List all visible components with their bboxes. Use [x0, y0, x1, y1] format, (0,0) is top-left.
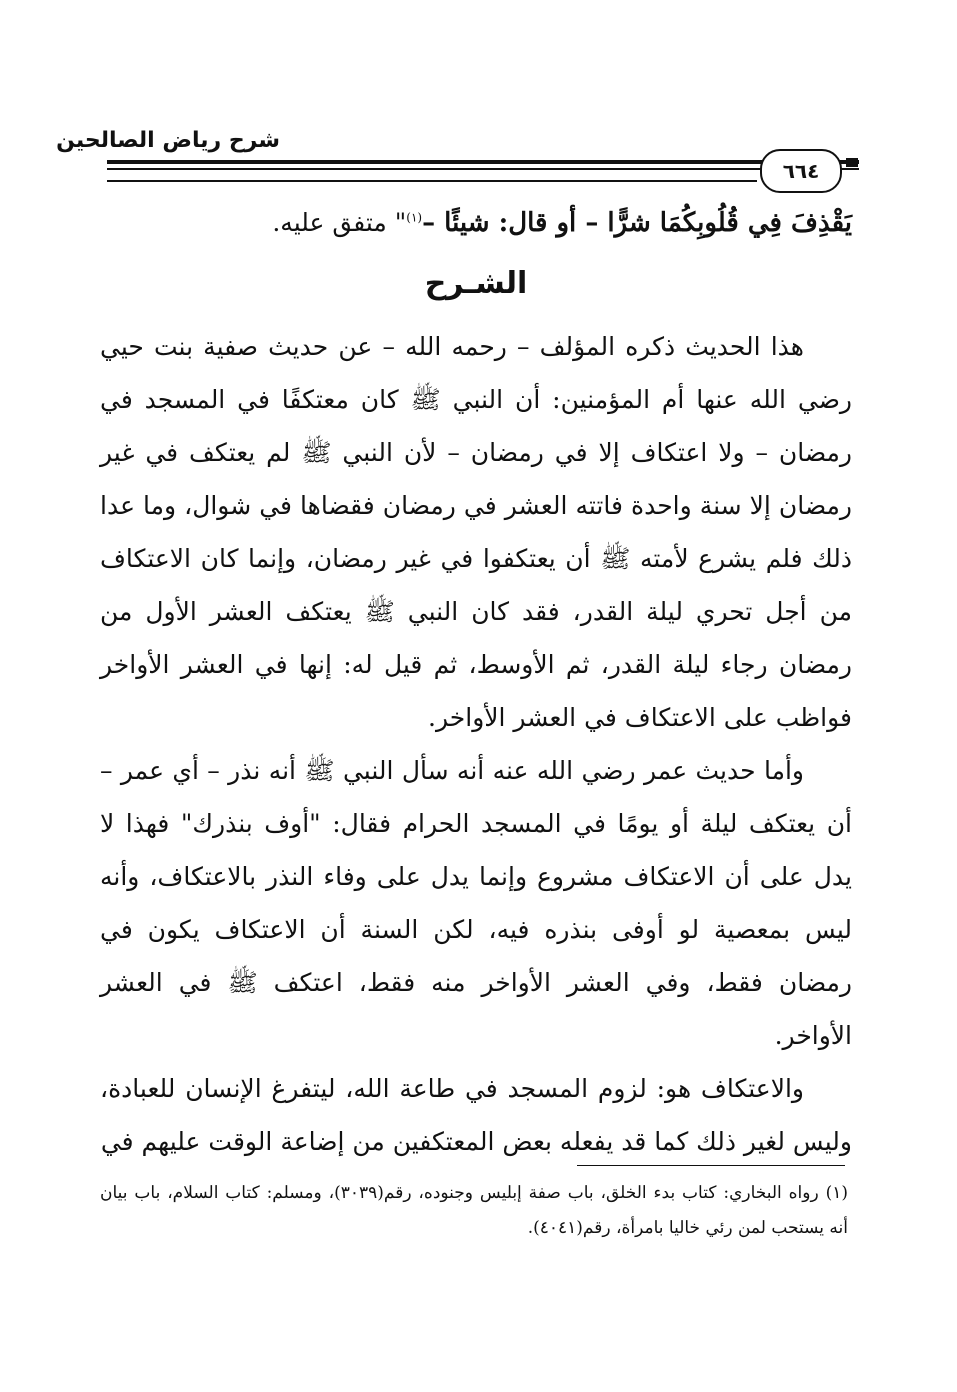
section-title-sharh: الشـرح: [424, 266, 528, 301]
footnote-1: (١) رواه البخاري: كتاب بدء الخلق، باب صفة إبليس وجنوده، رقم(٣٠٣٩)، ومسلم: كتاب السلام، باب بيان أنه يستحب لمن رئي خاليا بامرأة، رقم(٤٠٤١).: [100, 1183, 848, 1238]
hadith-quote: يَقْذِفَ فِي قُلُوبِكُمَا شرًّا – أو قال: شيئًا –: [422, 208, 852, 238]
header-double-rule: [107, 160, 859, 170]
footnote-block: [100, 1176, 848, 1246]
paragraph-2: وأما حديث عمر رضي الله عنه أنه سأل النبي ﷺ أنه نذر – أي عمر – أن يعتكف ليلة أو يومًا في المسجد الحرام فقال: "أوف بنذرك" فهذا لا يدل على أن الاعتكاف مشروع وإنما يدل على وفاء النذر بالاعتكاف، وأنه ليس بمعصية لو أوفى بنذره فيه، لكن السنة أن الاعتكاف يكون في رمضان فقط، وفي العشر الأواخر منه فقط، اعتكف ﷺ في العشر الأواخر.: [100, 756, 852, 1050]
hadith-attribution: " متفق عليه.: [272, 208, 407, 237]
header-thin-rule: [107, 180, 757, 182]
paragraph-1: هذا الحديث ذكره المؤلف – رحمه الله – عن حديث صفية بنت حيي رضي الله عنها أم المؤمنين: أن النبي ﷺ كان معتكفًا في المسجد في رمضان – ولا اعتكاف إلا في رمضان – لأن النبي ﷺ لم يعتكف في غير رمضان إلا سنة واحدة فاتته العشر في رمضان فقضاها في شوال، وما عدا ذلك فلم يشرع لأمته ﷺ أن يعتكفوا في غير رمضان، وإنما كان الاعتكاف من أجل تحري ليلة القدر، فقد كان النبي ﷺ يعتكف العشر الأول من رمضان رجاء ليلة القدر، ثم الأوسط، ثم قيل له: إنها في العشر الأواخر فواظب على الاعتكاف في العشر الأواخر.: [100, 332, 852, 732]
main-text: [100, 196, 852, 1168]
page-number-badge: ٦٦٤: [760, 149, 842, 193]
hadith-ending-line: [100, 196, 852, 250]
footnote-separator: [577, 1165, 845, 1166]
header-rule-end-mark: [846, 158, 858, 172]
paragraph-3: والاعتكاف هو: لزوم المسجد في طاعة الله، ليتفرغ الإنسان للعبادة، وليس لغير ذلك كما قد يفعله بعض المعتكفين من إضاعة الوقت عليهم في: [100, 1074, 852, 1156]
running-head-title: شرح رياض الصالحين: [56, 128, 280, 153]
footnote-reference: (١): [406, 210, 423, 225]
